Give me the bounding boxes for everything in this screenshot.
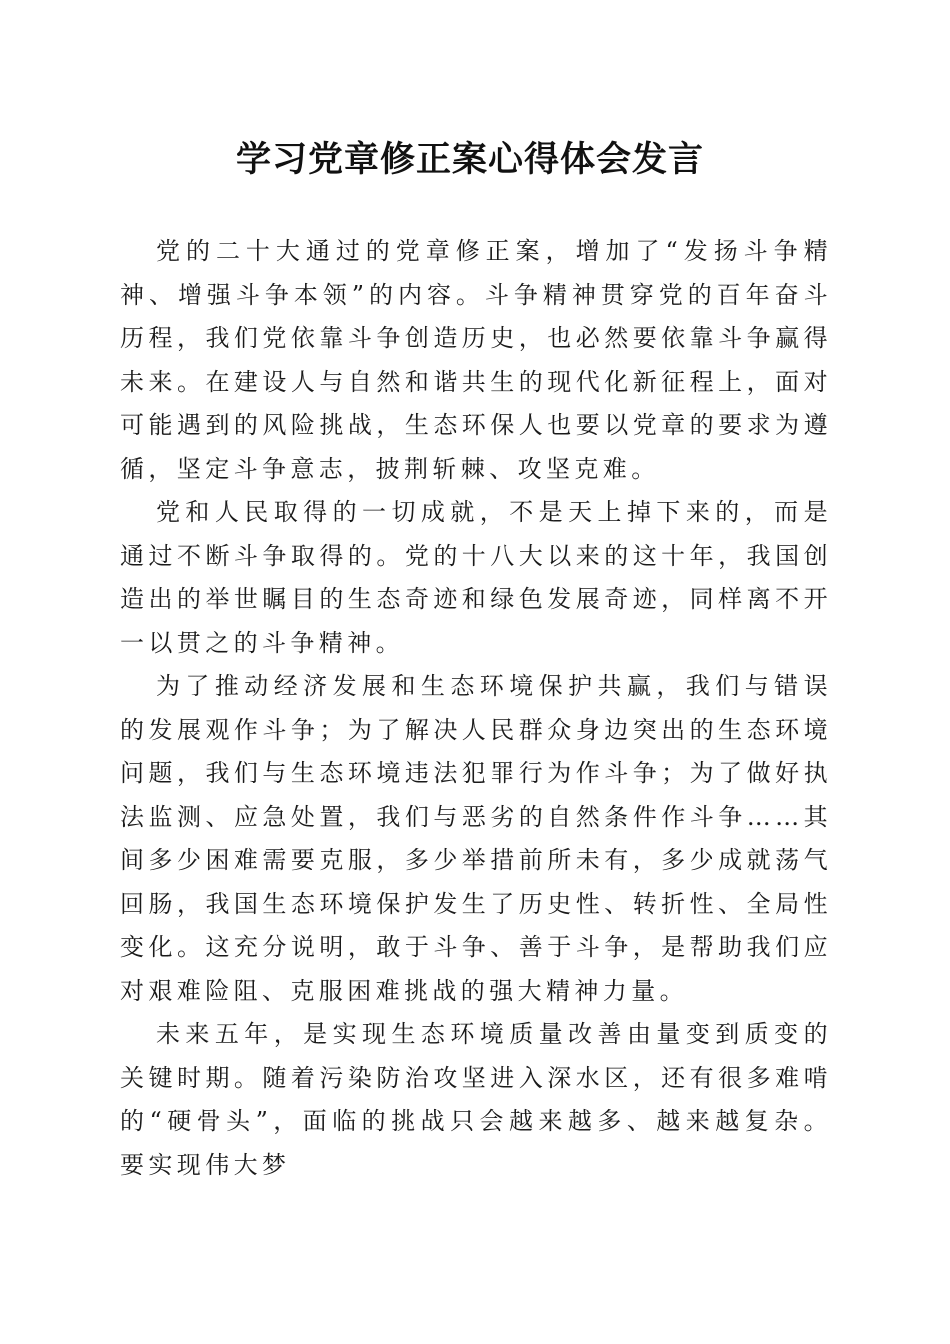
paragraph-3: 为了推动经济发展和生态环境保护共赢，我们与错误的发展观作斗争；为了解决人民群众身边突出的生态环境问题，我们与生态环境违法犯罪行为作斗争；为了做好执法监测、应急处置，我们与恶劣的自然条件作斗争……其间多少困难需要克服，多少举措前所未有，多少成就荡气回肠，我国生态环境保护发生了历史性、转折性、全局性变化。这充分说明，敢于斗争、善于斗争，是帮助我们应对艰难险阻、克服困难挑战的强大精神力量。: [120, 672, 832, 1005]
document-body: [120, 230, 832, 1187]
paragraph-4: 未来五年，是实现生态环境质量改善由量变到质变的关键时期。随着污染防治攻坚进入深水区，还有很多难啃的“硬骨头”，面临的挑战只会越来越多、越来越复杂。要实现伟大梦: [120, 1020, 832, 1179]
paragraph-2: 党和人民取得的一切成就，不是天上掉下来的，而是通过不断斗争取得的。党的十八大以来的这十年，我国创造出的举世瞩目的生态奇迹和绿色发展奇迹，同样离不开一以贯之的斗争精神。: [120, 498, 832, 657]
document-title: 学习党章修正案心得体会发言: [235, 139, 704, 180]
paragraph-1: 党的二十大通过的党章修正案，增加了“发扬斗争精神、增强斗争本领”的内容。斗争精神贯穿党的百年奋斗历程，我们党依靠斗争创造历史，也必然要依靠斗争赢得未来。在建设人与自然和谐共生的现代化新征程上，面对可能遇到的风险挑战，生态环保人也要以党章的要求为遵循，坚定斗争意志，披荆斩棘、攻坚克难。: [120, 237, 832, 483]
